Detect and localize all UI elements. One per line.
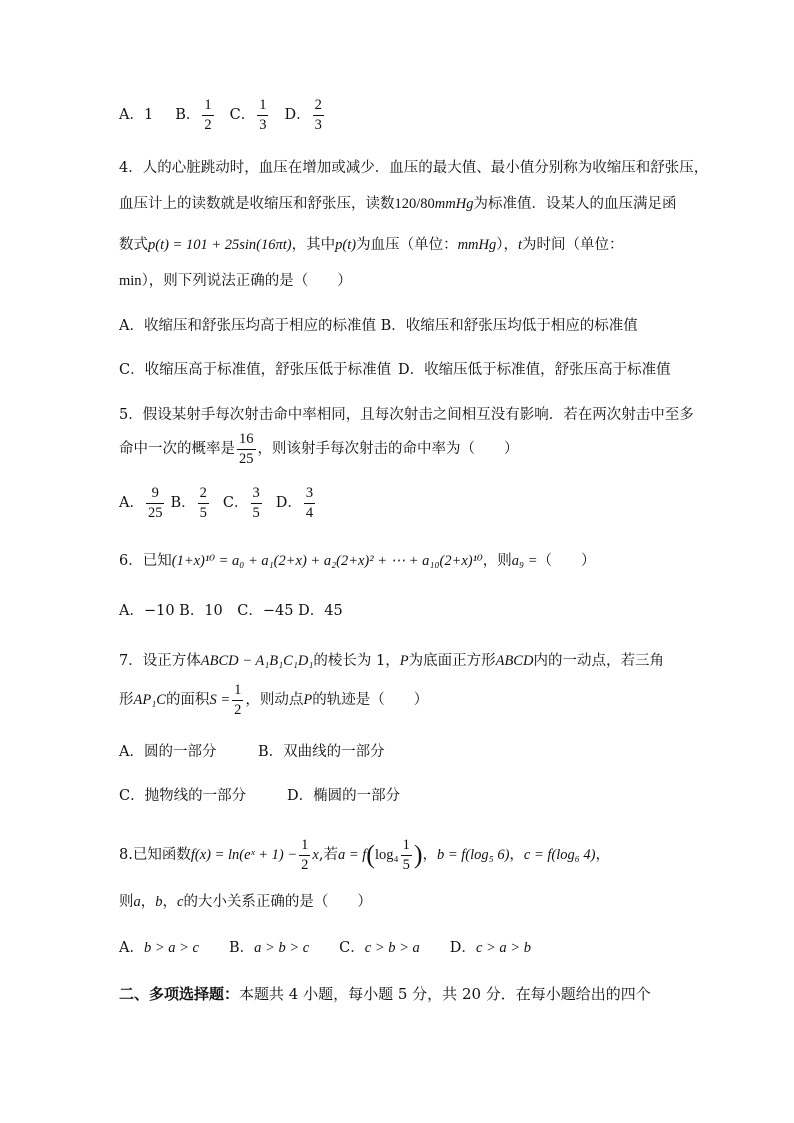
q5-option-c-fraction: $\frac{3}{5}$ bbox=[252, 485, 260, 521]
q4-line-2-text-a: 血压计上的读数就是收缩压和舒张压，读数 bbox=[119, 196, 395, 212]
q8-sep-2: ， bbox=[162, 894, 177, 910]
q4-line-4 bbox=[119, 271, 352, 291]
q4-line-4-text: ），则下列说法正确的是（ ） bbox=[141, 273, 352, 289]
q8-line-2-text-a: 则 bbox=[119, 894, 134, 910]
q4-unit-min: min bbox=[119, 273, 142, 289]
q8-option-c-expr: c > b > a bbox=[364, 940, 420, 956]
q5-line-1: 5．假设某射手每次射击命中率相同，且每次射击之间相互没有影响．若在两次射击中至多 bbox=[119, 407, 694, 423]
q8-line-2 bbox=[119, 892, 372, 912]
q8-option-d-label: D． bbox=[449, 940, 476, 956]
q8-comma-2: ， bbox=[509, 847, 524, 863]
q4-line-3-text-e: 为血压（单位： bbox=[356, 237, 458, 253]
q7-line-2-text-e: ，则动点 bbox=[245, 692, 304, 708]
section-2-title: 二、多项选择题： bbox=[119, 985, 240, 1003]
q7-point-p: P bbox=[399, 653, 409, 669]
section-2-text: 本题共 4 小题，每小题 5 分，共 20 分．在每小题给出的四个 bbox=[239, 985, 651, 1003]
q8-var-a: a bbox=[133, 894, 141, 910]
q7-option-d: D．椭圆的一部分 bbox=[287, 788, 401, 804]
q7-line-1 bbox=[119, 651, 664, 671]
q8-var-c: c bbox=[177, 894, 184, 910]
q7-line-2-text-g: 的轨迹是（ ） bbox=[312, 692, 429, 708]
q4-line-1: 4．人的心脏跳动时，血压在增加或减少．血压的最大值、最小值分别称为收缩压和舒张压， bbox=[119, 160, 709, 176]
q4-line-3-text-g: ）， bbox=[496, 237, 518, 253]
q3-options bbox=[119, 98, 326, 132]
q6-stem-text-b: ，则 bbox=[482, 553, 512, 569]
q5-options bbox=[119, 486, 317, 520]
q7-option-c: C．抛物线的一部分 bbox=[119, 788, 247, 804]
q8-x: x bbox=[312, 847, 319, 863]
q8-line-2-text-g: 的大小关系正确的是（ ） bbox=[183, 894, 372, 910]
q3-option-c-fraction: $\frac{1}{3}$ bbox=[259, 97, 267, 133]
q7-line-1-text-e: 为底面正方形 bbox=[408, 653, 496, 669]
q8-line-1-text-d: ,若 bbox=[318, 847, 338, 863]
q8-line-1-text-a: 8.已知函数 bbox=[119, 847, 191, 863]
q5-line-2-text-b: ，则该射手每次射击的命中率为（ ） bbox=[257, 441, 519, 457]
q7-line-1-text-g: 内的一动点，若三角 bbox=[533, 653, 664, 669]
q3-option-d-label: D． bbox=[284, 107, 311, 123]
q4-line-2-text-b: 为标准值．设某人的血压满足函 bbox=[473, 196, 677, 212]
q6-expansion-expression: (1+x)¹⁰ = a₀ + a₁(2+x) + a₂(2+x)² + ⋯ + a₁₀(2+x)¹⁰ bbox=[171, 553, 483, 569]
q7-option-a: A．圆的一部分 bbox=[119, 744, 217, 760]
q8-right-paren: ) bbox=[413, 840, 423, 869]
q5-option-d-label: D． bbox=[275, 495, 302, 511]
q5-option-a-label: A． bbox=[119, 495, 144, 511]
q3-option-b-fraction: $\frac{1}{2}$ bbox=[204, 97, 212, 133]
q4-line-2 bbox=[119, 194, 676, 214]
q8-line-1 bbox=[119, 838, 610, 872]
q4-option-c: C．收缩压高于标准值，舒张压低于标准值 bbox=[119, 362, 392, 378]
q8-option-a-label: A． bbox=[119, 940, 144, 956]
q4-option-d: D．收缩压低于标准值，舒张压高于标准值 bbox=[398, 362, 671, 378]
q8-a-def: a = f bbox=[337, 847, 367, 863]
q8-option-c-label: C． bbox=[339, 940, 365, 956]
q4-standard-value: 120/80 bbox=[394, 196, 435, 212]
q7-line-1-text-a: 7．设正方体 bbox=[119, 653, 201, 669]
q5-option-c-label: C． bbox=[222, 495, 249, 511]
q5-option-b-label: B． bbox=[170, 495, 196, 511]
q8-b-def: b = f(log₅ 6) bbox=[436, 847, 510, 863]
q8-comma-3: ， bbox=[595, 847, 611, 863]
q8-log4: log₄ bbox=[374, 847, 399, 863]
q5-line-2 bbox=[119, 432, 519, 466]
q7-point-p-2: P bbox=[303, 692, 313, 708]
q4-option-ab: A．收缩压和舒张压均高于相应的标准值 B．收缩压和舒张压均低于相应的标准值 bbox=[119, 318, 638, 334]
q8-sep-1: ， bbox=[140, 894, 156, 910]
q8-function-expression: f(x) = ln(eˣ + 1) − bbox=[190, 847, 298, 863]
q3-option-d-fraction: $\frac{2}{3}$ bbox=[314, 97, 322, 133]
q8-option-a-expr: b > a > c bbox=[143, 940, 199, 956]
q5-option-d-fraction: $\frac{3}{4}$ bbox=[305, 485, 314, 521]
q3-option-b-label: B． bbox=[175, 107, 201, 123]
q7-square-name: ABCD bbox=[495, 653, 534, 669]
q8-option-b-expr: a > b > c bbox=[254, 940, 310, 956]
q8-one-fifth-fraction: $\frac{1}{5}$ bbox=[402, 837, 410, 873]
q4-line-3-text-a: 数式 bbox=[119, 237, 148, 253]
q4-pt: p(t) bbox=[335, 237, 357, 253]
q8-option-d-expr: c > a > b bbox=[475, 940, 531, 956]
q7-cube-name: ABCD − A₁B₁C₁D₁ bbox=[200, 653, 314, 669]
q6-stem-text-c: （ ） bbox=[537, 553, 596, 569]
q8-c-def: c = f(log₆ 4) bbox=[523, 847, 596, 863]
q5-option-a-fraction: $\frac{9}{25}$ bbox=[147, 485, 163, 521]
q6-stem bbox=[119, 551, 596, 571]
q7-area-symbol: S = bbox=[209, 692, 231, 708]
q5-line-2-text-a: 命中一次的概率是 bbox=[119, 441, 235, 457]
q6-target: a₉ = bbox=[511, 553, 538, 569]
q8-options bbox=[119, 938, 531, 958]
q5-probability-fraction: $\frac{16}{25}$ bbox=[239, 431, 254, 467]
q3-option-c-label: C． bbox=[229, 107, 256, 123]
q8-var-b: b bbox=[155, 894, 163, 910]
q4-line-3-text-i: 为时间（单位： bbox=[522, 237, 624, 253]
q7-line-2-text-c: 的面积 bbox=[165, 692, 210, 708]
q4-unit-mmhg-2: mmHg bbox=[457, 237, 497, 253]
q7-triangle-name: AP₁C bbox=[133, 692, 166, 708]
q8-option-b-label: B． bbox=[229, 940, 255, 956]
q6-options: A．−10 B．10 C．−45 D．45 bbox=[119, 603, 343, 619]
q7-area-fraction: $\frac{1}{2}$ bbox=[234, 682, 242, 718]
q7-option-b: B．双曲线的一部分 bbox=[258, 744, 385, 760]
q8-half-fraction: $\frac{1}{2}$ bbox=[301, 837, 309, 873]
q8-comma-1: ， bbox=[422, 847, 437, 863]
q4-line-3 bbox=[119, 235, 624, 255]
q4-line-3-text-c: ，其中 bbox=[291, 237, 336, 253]
q7-line-2 bbox=[119, 683, 428, 717]
section-2-heading bbox=[119, 984, 651, 1004]
q5-option-b-fraction: $\frac{2}{5}$ bbox=[199, 485, 207, 521]
q8-left-paren: ( bbox=[366, 840, 375, 869]
q3-option-a: A．1 bbox=[119, 107, 154, 123]
q7-line-2-text-a: 形 bbox=[119, 692, 134, 708]
q7-line-1-text-c: 的棱长为 1， bbox=[313, 653, 400, 669]
q4-unit-mmhg: mmHg bbox=[434, 196, 474, 212]
q4-t: t bbox=[518, 237, 523, 253]
q6-stem-text-a: 6．已知 bbox=[119, 553, 172, 569]
q4-function-expression: p(t) = 101 + 25sin(16πt) bbox=[148, 237, 292, 253]
